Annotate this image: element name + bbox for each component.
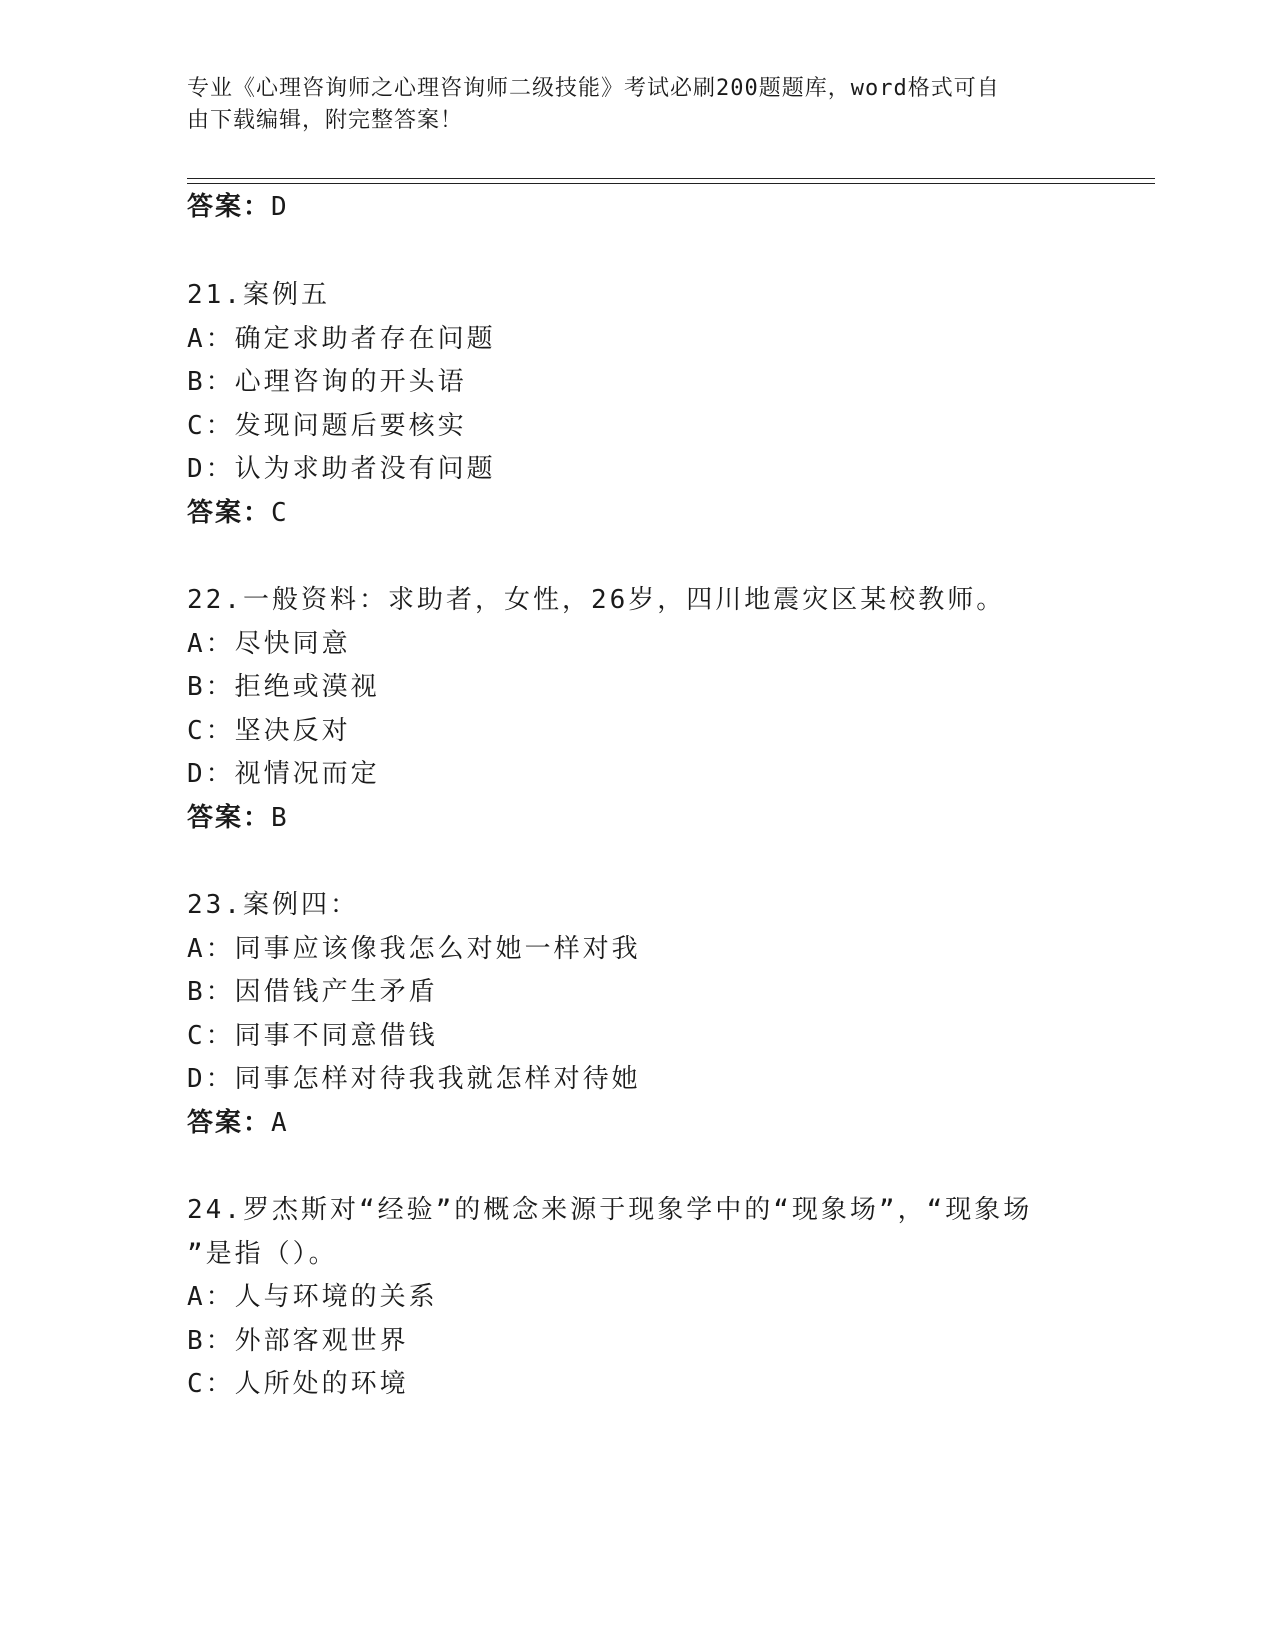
answer-label: 答案： xyxy=(187,1108,272,1138)
header-line-1: 专业《心理咨询师之心理咨询师二级技能》考试必刷200题题库，word格式可自 xyxy=(187,76,1000,101)
option-d: D：同事怎样对待我我就怎样对待她 xyxy=(187,1064,641,1094)
answer-value: C xyxy=(271,498,289,528)
option-b: B：拒绝或漠视 xyxy=(187,672,380,702)
option-c: C：同事不同意借钱 xyxy=(187,1021,438,1051)
question-stem-line-2: ”是指（）。 xyxy=(187,1239,338,1269)
header-line-2: 由下载编辑，附完整答案！ xyxy=(187,108,464,133)
question-stem: 22.一般资料：求助者，女性，26岁，四川地震灾区某校教师。 xyxy=(187,585,1006,615)
option-a: A：尽快同意 xyxy=(187,629,351,659)
option-b: B：因借钱产生矛盾 xyxy=(187,977,438,1007)
answer-value: B xyxy=(271,803,289,833)
option-b: B：心理咨询的开头语 xyxy=(187,367,467,397)
option-b: B：外部客观世界 xyxy=(187,1326,409,1356)
header-rule-bottom xyxy=(187,183,1155,184)
answer-label: 答案： xyxy=(187,803,272,833)
answer-line xyxy=(187,492,289,529)
answer-line xyxy=(187,797,289,834)
option-a: A：同事应该像我怎么对她一样对我 xyxy=(187,934,641,964)
option-a: A：人与环境的关系 xyxy=(187,1282,438,1312)
option-d: D：视情况而定 xyxy=(187,759,380,789)
answer-line xyxy=(187,1102,289,1139)
question-stem: 21.案例五 xyxy=(187,280,330,310)
answer-value: D xyxy=(271,192,289,222)
answer-line xyxy=(187,186,289,223)
header-rule-top xyxy=(187,178,1155,179)
answer-label: 答案： xyxy=(187,192,272,222)
option-c: C：人所处的环境 xyxy=(187,1369,409,1399)
question-stem-line-1: 24.罗杰斯对“经验”的概念来源于现象学中的“现象场”，“现象场 xyxy=(187,1195,1033,1225)
option-c: C：发现问题后要核实 xyxy=(187,411,467,441)
option-c: C：坚决反对 xyxy=(187,716,351,746)
option-d: D：认为求助者没有问题 xyxy=(187,454,496,484)
option-a: A：确定求助者存在问题 xyxy=(187,324,496,354)
document-header xyxy=(187,73,1067,137)
question-stem: 23.案例四： xyxy=(187,890,359,920)
answer-label: 答案： xyxy=(187,498,272,528)
answer-value: A xyxy=(271,1108,289,1138)
